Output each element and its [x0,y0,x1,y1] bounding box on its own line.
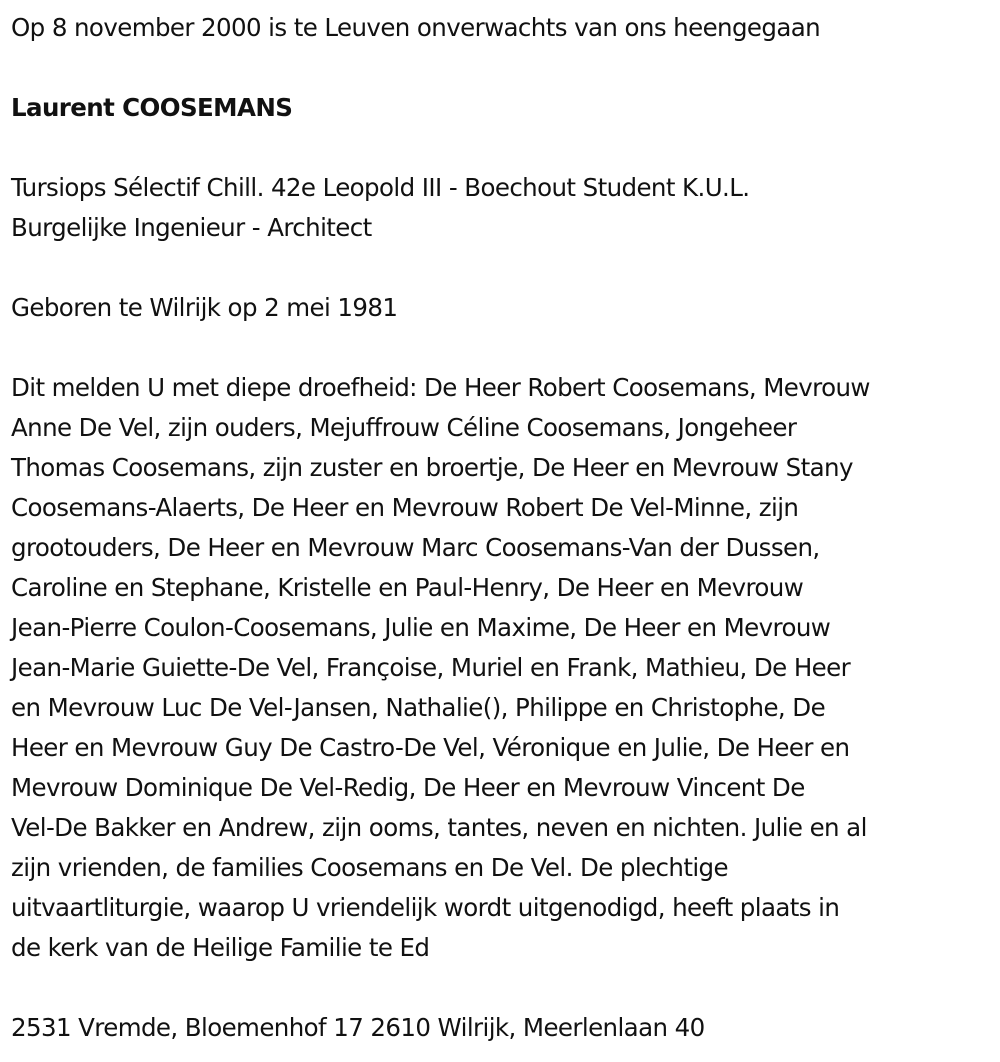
announcement-line: Anne De Vel, zijn ouders, Mejuffrouw Céline Coosemans, Jongeheer [11,413,797,442]
deceased-name: Laurent COOSEMANS [11,93,293,122]
announcement-line: de kerk van de Heilige Familie te Ed [11,933,430,962]
spacer [11,128,989,168]
spacer [11,48,989,88]
announcement-line: zijn vrienden, de families Coosemans en De Vel. De plechtige [11,853,728,882]
addresses-text: 2531 Vremde, Bloemenhof 17 2610 Wilrijk, Meerlenlaan 40 [11,1013,705,1042]
announcement-line: en Mevrouw Luc De Vel-Jansen, Nathalie(), Philippe en Christophe, De [11,693,826,722]
announcement-line: grootouders, De Heer en Mevrouw Marc Coosemans-Van der Dussen, [11,533,820,562]
announcement-line: Dit melden U met diepe droefheid: De Heer Robert Coosemans, Mevrouw [11,373,870,402]
announcement-line: Heer en Mevrouw Guy De Castro-De Vel, Véronique en Julie, De Heer en [11,733,850,762]
intro-text: Op 8 november 2000 is te Leuven onverwachts van ons heengegaan [11,13,821,42]
spacer [11,248,989,288]
announcement-paragraph [11,368,989,968]
announcement-line: Thomas Coosemans, zijn zuster en broertje, De Heer en Mevrouw Stany [11,453,853,482]
announcement-line: Vel-De Bakker en Andrew, zijn ooms, tantes, neven en nichten. Julie en al [11,813,867,842]
announcement-line: Jean-Marie Guiette-De Vel, Françoise, Muriel en Frank, Mathieu, De Heer [11,653,851,682]
announcement-line: uitvaartliturgie, waarop U vriendelijk wordt uitgenodigd, heeft plaats in [11,893,840,922]
announcement-line: Coosemans-Alaerts, De Heer en Mevrouw Robert De Vel-Minne, zijn [11,493,799,522]
announcement-line: Caroline en Stephane, Kristelle en Paul-Henry, De Heer en Mevrouw [11,573,804,602]
affiliation-line: Burgelijke Ingenieur - Architect [11,213,372,242]
birth-text: Geboren te Wilrijk op 2 mei 1981 [11,293,398,322]
announcement-line: Mevrouw Dominique De Vel-Redig, De Heer en Mevrouw Vincent De [11,773,805,802]
spacer [11,968,989,1008]
affiliation-line: Tursiops Sélectif Chill. 42e Leopold III - Boechout Student K.U.L. [11,173,750,202]
announcement-line: Jean-Pierre Coulon-Coosemans, Julie en Maxime, De Heer en Mevrouw [11,613,831,642]
spacer [11,328,989,368]
